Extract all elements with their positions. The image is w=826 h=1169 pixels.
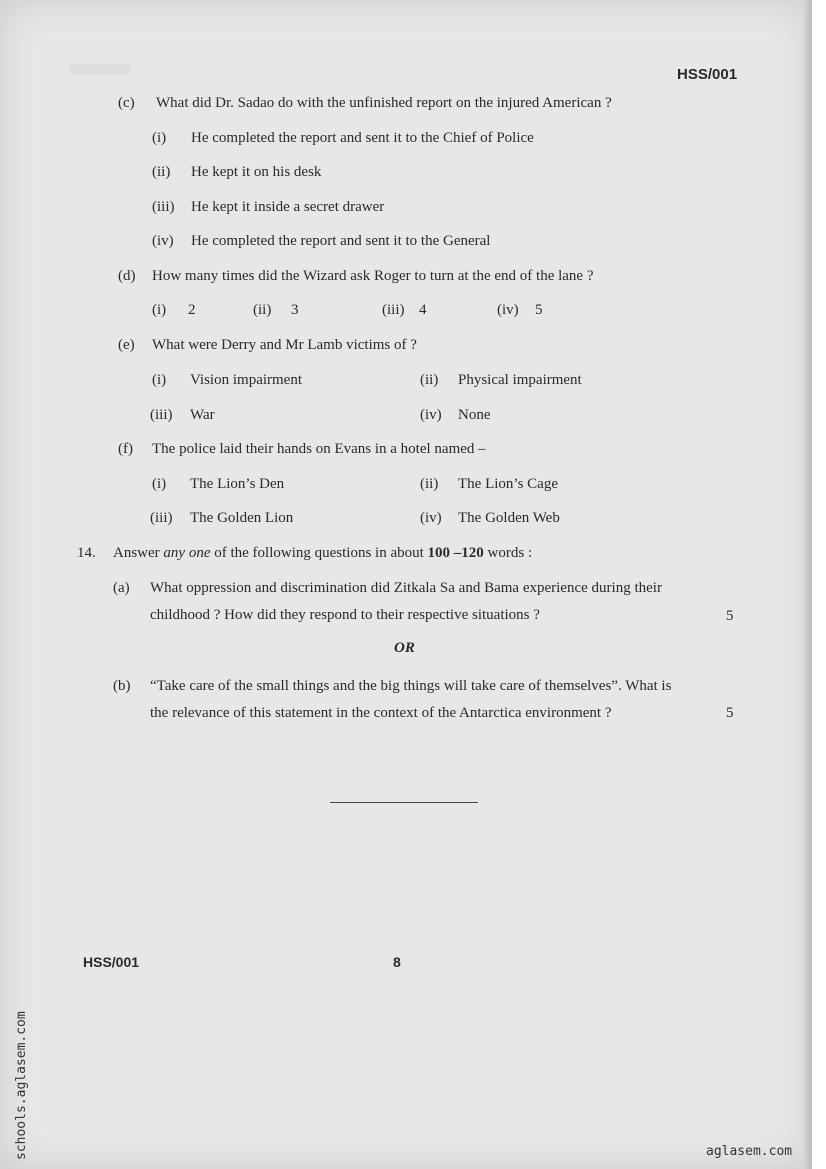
q13c-option-label: (i) [152,130,167,146]
q13c-option-label: (ii) [152,164,171,180]
q13d-option-label: (ii) [253,302,272,318]
q13e-option-text: None [458,407,491,423]
q13d-option-label: (i) [152,302,167,318]
q13d-option-label: (iii) [382,302,405,318]
q13d-option-text: 5 [535,302,543,318]
q13f-option-label: (iii) [150,510,173,526]
q13c-option-text: He kept it on his desk [191,164,322,180]
page-number: 8 [393,954,401,970]
watermark-vertical: schools.aglasem.com [14,1011,29,1160]
q14b-label: (b) [113,678,131,694]
q13f-option-label: (i) [152,476,167,492]
q13e-label: (e) [118,337,135,353]
q13e-option-text: War [190,407,215,423]
bleed-through-mark [70,64,130,74]
q14b-line2: the relevance of this statement in the context of the Antarctica environment ? [150,705,612,721]
q13d-option-text: 4 [419,302,427,318]
q13c-option-label: (iv) [152,233,174,249]
q13e-option-label: (i) [152,372,167,388]
paper-code-top: HSS/001 [677,66,738,83]
q13c-option-text: He completed the report and sent it to the Chief of Police [191,130,534,146]
q14a-line2: childhood ? How did they respond to their respective situations ? [150,607,540,623]
q14-instruction: Answer any one of the following questions in about 100 –120 words : [113,545,533,561]
or-separator: OR [394,640,415,656]
q13f-option-text: The Lion’s Den [190,476,285,492]
paper-code-footer: HSS/001 [83,954,140,970]
q13c-question: What did Dr. Sadao do with the unfinished report on the injured American ? [156,95,612,111]
q13c-option-label: (iii) [152,199,175,215]
q13f-label: (f) [118,441,133,457]
q13d-option-text: 3 [291,302,299,318]
q13e-option-label: (ii) [420,372,439,388]
q13f-option-label: (ii) [420,476,439,492]
q13c-option-text: He kept it inside a secret drawer [191,199,385,215]
q13d-label: (d) [118,268,136,284]
q13d-option-label: (iv) [497,302,519,318]
q14-number: 14. [77,545,96,561]
q13e-option-text: Physical impairment [458,372,582,388]
q13c-option-text: He completed the report and sent it to the General [191,233,491,249]
q13f-option-text: The Golden Lion [190,510,294,526]
q13e-option-label: (iii) [150,407,173,423]
page-edge-shadow [804,0,812,1169]
q13d-option-text: 2 [188,302,196,318]
q14a-label: (a) [113,580,130,596]
q13c-label: (c) [118,95,135,111]
q13e-option-text: Vision impairment [190,372,303,388]
q13d-question: How many times did the Wizard ask Roger to turn at the end of the lane ? [152,268,594,284]
end-of-paper-rule [330,802,478,803]
q13f-option-label: (iv) [420,510,442,526]
q14b-marks: 5 [726,705,734,721]
q13f-question: The police laid their hands on Evans in a hotel named – [152,441,486,457]
q13f-option-text: The Golden Web [458,510,560,526]
q13f-option-text: The Lion’s Cage [458,476,558,492]
watermark-bottom: aglasem.com [706,1144,793,1159]
q13e-question: What were Derry and Mr Lamb victims of ? [152,337,417,353]
q13e-option-label: (iv) [420,407,442,423]
q14b-line1: “Take care of the small things and the big things will take care of themselves”. What is [150,678,672,694]
q14a-line1: What oppression and discrimination did Zitkala Sa and Bama experience during their [150,580,662,596]
q14a-marks: 5 [726,608,734,624]
